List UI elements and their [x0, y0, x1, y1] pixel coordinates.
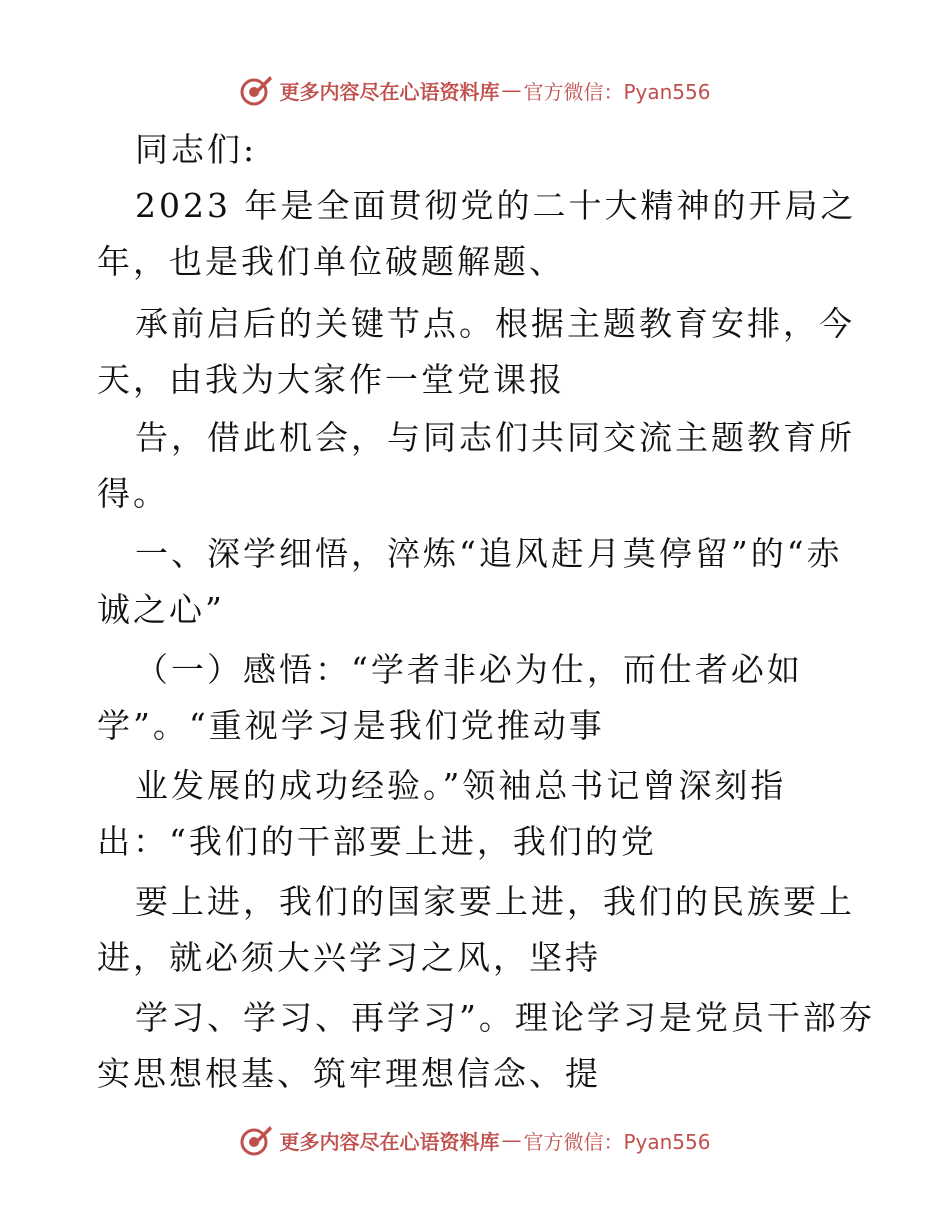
subsection-heading: （一）感悟：“学者非必为仕，而仕者必如 [135, 650, 803, 689]
body-line: 承前启后的关键节点。根据主题教育安排，今 [135, 304, 855, 343]
section-heading: 诚之心” [97, 590, 225, 629]
header-watermark [0, 70, 950, 110]
footer-watermark [0, 1120, 950, 1160]
header-site-text: 更多内容尽在心语资料库 [279, 79, 500, 104]
body-line: 学习、学习、再学习”。理论学习是党员干部夯 [135, 998, 875, 1037]
footer-dash: — [501, 1128, 522, 1152]
body-line: 年，也是我们单位破题解题、 [97, 242, 565, 281]
body-line: 天，由我为大家作一堂党课报 [97, 360, 565, 399]
quill-logo-icon [239, 73, 273, 107]
body-line: 学”。“重视学习是我们党推动事 [97, 706, 605, 745]
section-heading: 一、深学细悟，淬炼“追风赶月莫停留”的“赤 [135, 534, 843, 573]
quill-logo-icon [239, 1123, 273, 1157]
body-line: 进，就必须大兴学习之风，坚持 [97, 938, 601, 977]
body-line: 要上进，我们的国家要上进，我们的民族要上 [135, 882, 855, 921]
footer-site-text: 更多内容尽在心语资料库 [279, 1129, 500, 1154]
body-line: 得。 [97, 474, 169, 513]
header-wechat-text: 官方微信：Pyan556 [523, 79, 711, 104]
footer-wechat-text: 官方微信：Pyan556 [523, 1129, 711, 1154]
body-line: 实思想根基、筑牢理想信念、提 [97, 1054, 601, 1093]
body-line: 出：“我们的干部要上进，我们的党 [97, 822, 657, 861]
body-line: 2023 年是全面贯彻党的二十大精神的开局之 [135, 186, 857, 225]
body-line: 同志们: [135, 130, 258, 169]
header-dash: — [501, 78, 522, 102]
body-line: 业发展的成功经验。”领袖总书记曾深刻指 [135, 766, 787, 805]
body-line: 告，借此机会，与同志们共同交流主题教育所 [135, 418, 855, 457]
